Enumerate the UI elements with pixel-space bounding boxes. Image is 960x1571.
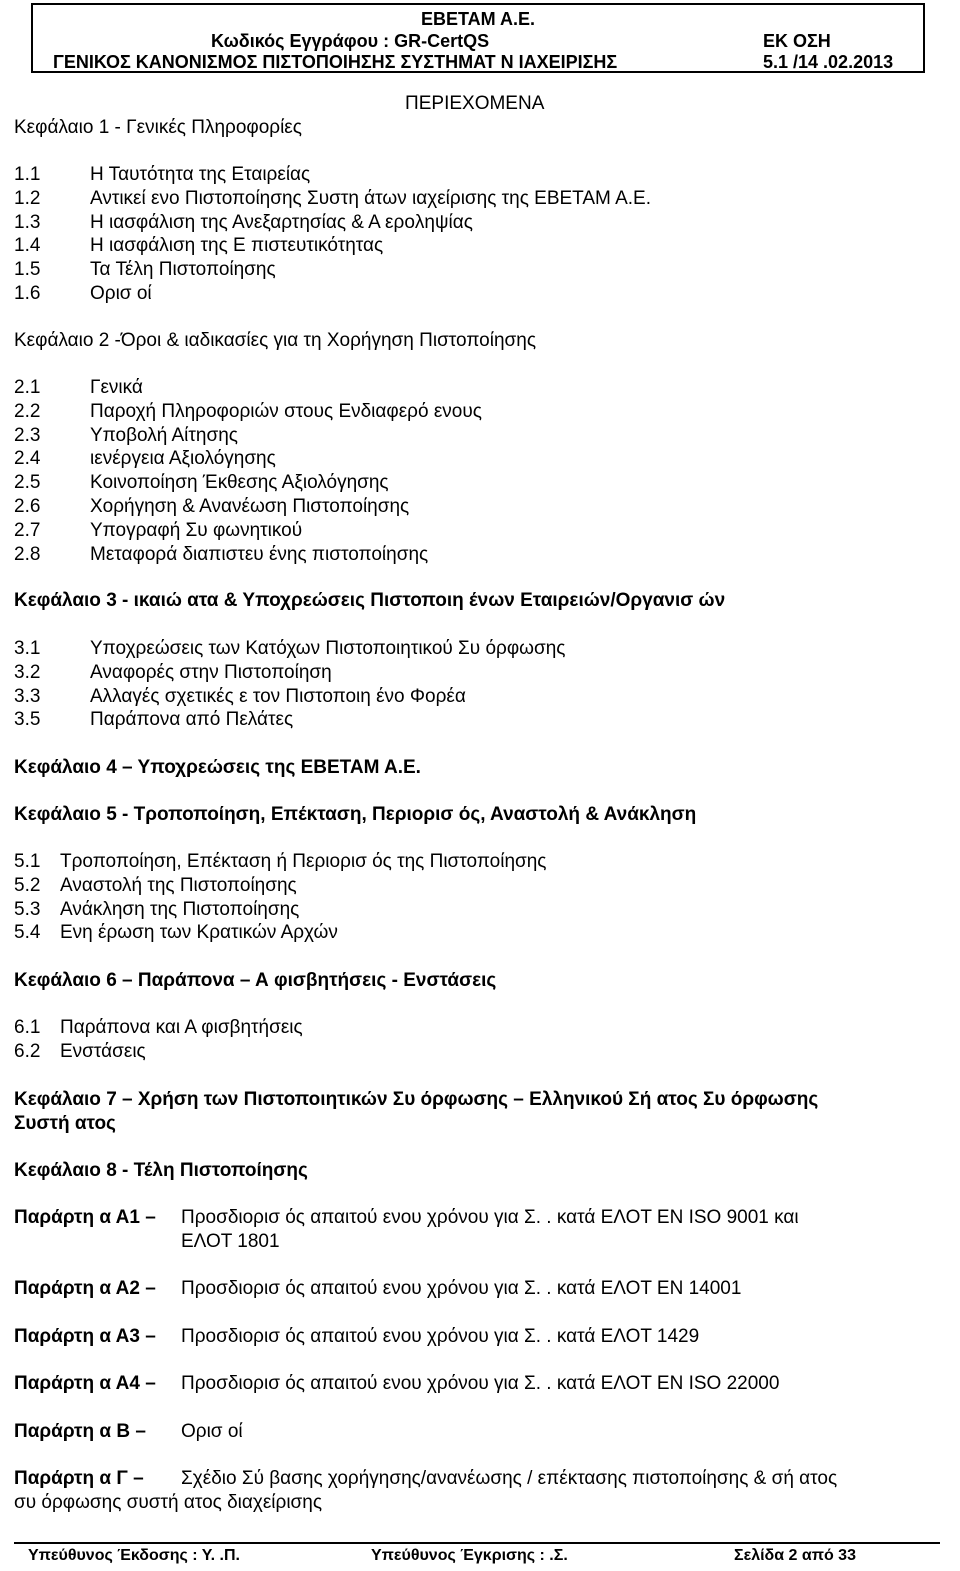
annex-text: Προσδιορισ ός απαιτού ενου χρόνου για Σ. . κατά ΕΛΟΤ ΕΝ ISO 22000	[181, 1373, 780, 1394]
annex-label: Παράρτη α Α2 –	[14, 1278, 156, 1299]
toc-item-text: Ενστάσεις	[60, 1040, 146, 1062]
approved-by: Υπεύθυνος Έγκρισης : .Σ.	[371, 1547, 568, 1564]
annex-label: Παράρτη α Α1 –	[14, 1207, 156, 1228]
toc-item-number: 2.8	[14, 543, 41, 565]
toc-item-text: Αντικεί ενο Πιστοποίησης Συστη άτων ιαχείρισης της ΕΒΕΤΑΜ Α.Ε.	[90, 187, 652, 209]
toc-item-text: Παροχή Πληροφοριών στους Ενδιαφερό ενους	[90, 400, 482, 422]
toc-item-number: 1.2	[14, 187, 41, 209]
toc-item-text: Κοινοποίηση Έκθεσης Αξιολόγησης	[90, 472, 389, 494]
chapter-2-heading: Κεφάλαιο 2 -Όροι & ιαδικασίες για τη Χορήγηση Πιστοποίησης	[14, 330, 536, 351]
annex-label: Παράρτη α Α4 –	[14, 1373, 156, 1394]
chapter-8-heading: Κεφάλαιο 8 - Τέλη Πιστοποίησης	[14, 1160, 308, 1181]
annex-label: Παράρτη α Α3 –	[14, 1326, 156, 1347]
page-number: Σελίδα 2 από 33	[734, 1547, 856, 1564]
toc-item-text: Η ιασφάλιση της Ε πιστευτικότητας	[90, 235, 384, 257]
toc-item-number: 1.3	[14, 211, 41, 233]
toc-item-text: Ορισ οί	[90, 283, 152, 304]
annex-text-cont: συ όρφωσης συστή ατος διαχείρισης	[14, 1492, 322, 1513]
toc-item-number: 6.2	[14, 1040, 41, 1062]
annex-text: Ορισ οί	[181, 1421, 243, 1442]
toc-item-text: Τα Τέλη Πιστοποίησης	[90, 259, 276, 281]
annex-text-cont: ΕΛΟΤ 1801	[181, 1231, 280, 1252]
toc-item-text: Ανάκληση της Πιστοποίησης	[60, 898, 300, 920]
toc-item-text: Τροποποίηση, Επέκταση ή Περιορισ ός της Πιστοποίησης	[60, 851, 547, 872]
document-title: ΓΕΝΙΚΟΣ ΚΑΝΟΝΙΣΜΟΣ ΠΙΣΤΟΠΟΙΗΣΗΣ ΣΥΣΤΗΜΑΤ Ν ΙΑΧΕΙΡΙΣΗΣ	[53, 52, 618, 72]
toc-item-number: 1.5	[14, 259, 41, 281]
toc-item-number: 1.4	[14, 235, 41, 257]
toc-item-number: 5.2	[14, 874, 41, 896]
edition-label: ΕΚ ΟΣΗ	[763, 31, 831, 51]
annex-text: Προσδιορισ ός απαιτού ενου χρόνου για Σ. . κατά ΕΛΟΤ 1429	[181, 1326, 700, 1347]
chapter-3-heading: Κεφάλαιο 3 - ικαιώ ατα & Υποχρεώσεις Πιστοποιη ένων Εταιρειών/Οργανισ ών	[14, 590, 726, 611]
toc-item-number: 2.4	[14, 448, 41, 470]
toc-item-number: 2.3	[14, 424, 41, 446]
annex-text: Προσδιορισ ός απαιτού ενου χρόνου για Σ. . κατά ΕΛΟΤ ΕΝ ISO 9001 και	[181, 1207, 799, 1228]
toc-item-text: Χορήγηση & Ανανέωση Πιστοποίησης	[90, 496, 410, 517]
edition-date: 5.1 /14 .02.2013	[763, 52, 894, 72]
toc-item-number: 3.1	[14, 638, 41, 659]
toc-item-text: Η Ταυτότητα της Εταιρείας	[90, 164, 311, 185]
toc-item-number: 3.3	[14, 685, 41, 707]
toc-item-number: 2.2	[14, 400, 41, 422]
chapter-6-heading: Κεφάλαιο 6 – Παράπονα – Α φισβητήσεις - Ενστάσεις	[14, 970, 497, 991]
toc-item-text: Υποβολή Αίτησης	[90, 424, 238, 446]
toc-item-text: Γενικά	[90, 377, 143, 398]
toc-item-text: Παράπονα και Α φισβητήσεις	[60, 1017, 303, 1038]
toc-item-number: 3.5	[14, 709, 41, 731]
toc-title: ΠΕΡΙΕΧΟΜΕΝΑ	[405, 93, 545, 114]
company-name: ΕΒΕΤΑΜ Α.Ε.	[420, 9, 535, 29]
toc-item-number: 5.4	[14, 922, 41, 944]
document-footer	[14, 1542, 940, 1566]
toc-item-text: ιενέργεια Αξιολόγησης	[90, 448, 276, 470]
toc-item-text: Μεταφορά διαπιστευ ένης πιστοποίησης	[90, 543, 429, 565]
toc-item-number: 1.6	[14, 283, 41, 304]
toc-item-number: 2.5	[14, 472, 41, 494]
annex-text: Προσδιορισ ός απαιτού ενου χρόνου για Σ. . κατά ΕΛΟΤ ΕΝ 14001	[181, 1278, 742, 1299]
toc-item-number: 1.1	[14, 164, 41, 185]
toc-item-text: Η ιασφάλιση της Ανεξαρτησίας & Α ερoληψίας	[90, 211, 473, 233]
chapter-7-heading: Κεφάλαιο 7 – Χρήση των Πιστοποιητικών Συ όρφωσης – Ελληνικού Σή ατος Συ όρφωσης	[14, 1089, 819, 1110]
toc-item-number: 5.1	[14, 851, 41, 872]
toc-item-text: Αναφορές στην Πιστοποίηση	[90, 661, 332, 683]
toc-item-text: Αναστολή της Πιστοποίησης	[60, 874, 297, 896]
toc-item-text: Αλλαγές σχετικές ε τον Πιστοποιη ένο Φορέα	[90, 685, 466, 707]
document-header	[31, 3, 925, 73]
annex-text: Σχέδιο Σύ βασης χορήγησης/ανανέωσης / επέκτασης πιστοποίησης & σή ατος	[181, 1468, 838, 1489]
toc-item-number: 2.7	[14, 519, 41, 541]
toc-item-number: 2.6	[14, 496, 41, 517]
toc-item-number: 3.2	[14, 661, 41, 683]
toc-item-text: Ενη έρωση των Κρατικών Αρχών	[60, 922, 338, 944]
toc-item-text: Υπογραφή Συ φωνητικού	[90, 519, 303, 541]
toc-item-text: Υποχρεώσεις των Κατόχων Πιστοποιητικού Συ όρφωσης	[90, 638, 566, 659]
chapter-4-heading: Κεφάλαιο 4 – Υποχρεώσεις της ΕΒΕΤΑΜ Α.Ε.	[14, 757, 421, 778]
annex-label: Παράρτη α Γ –	[14, 1468, 144, 1489]
chapter-5-heading: Κεφάλαιο 5 - Τροποποίηση, Επέκταση, Περιορισ ός, Αναστολή & Ανάκληση	[14, 804, 697, 825]
toc-item-number: 2.1	[14, 377, 41, 398]
toc-item-text: Παράπονα από Πελάτες	[90, 709, 294, 731]
issued-by: Υπεύθυνος Έκδοσης : Υ. .Π.	[28, 1547, 240, 1564]
document-code: Κωδικός Εγγράφου : GR-CertQS	[211, 31, 490, 51]
toc-item-number: 6.1	[14, 1017, 41, 1038]
chapter-7-heading-cont: Συστή ατος	[14, 1113, 116, 1134]
chapter-1-heading: Κεφάλαιο 1 - Γενικές Πληροφορίες	[14, 117, 302, 138]
toc-item-number: 5.3	[14, 898, 41, 920]
annex-label: Παράρτη α Β –	[14, 1421, 146, 1442]
